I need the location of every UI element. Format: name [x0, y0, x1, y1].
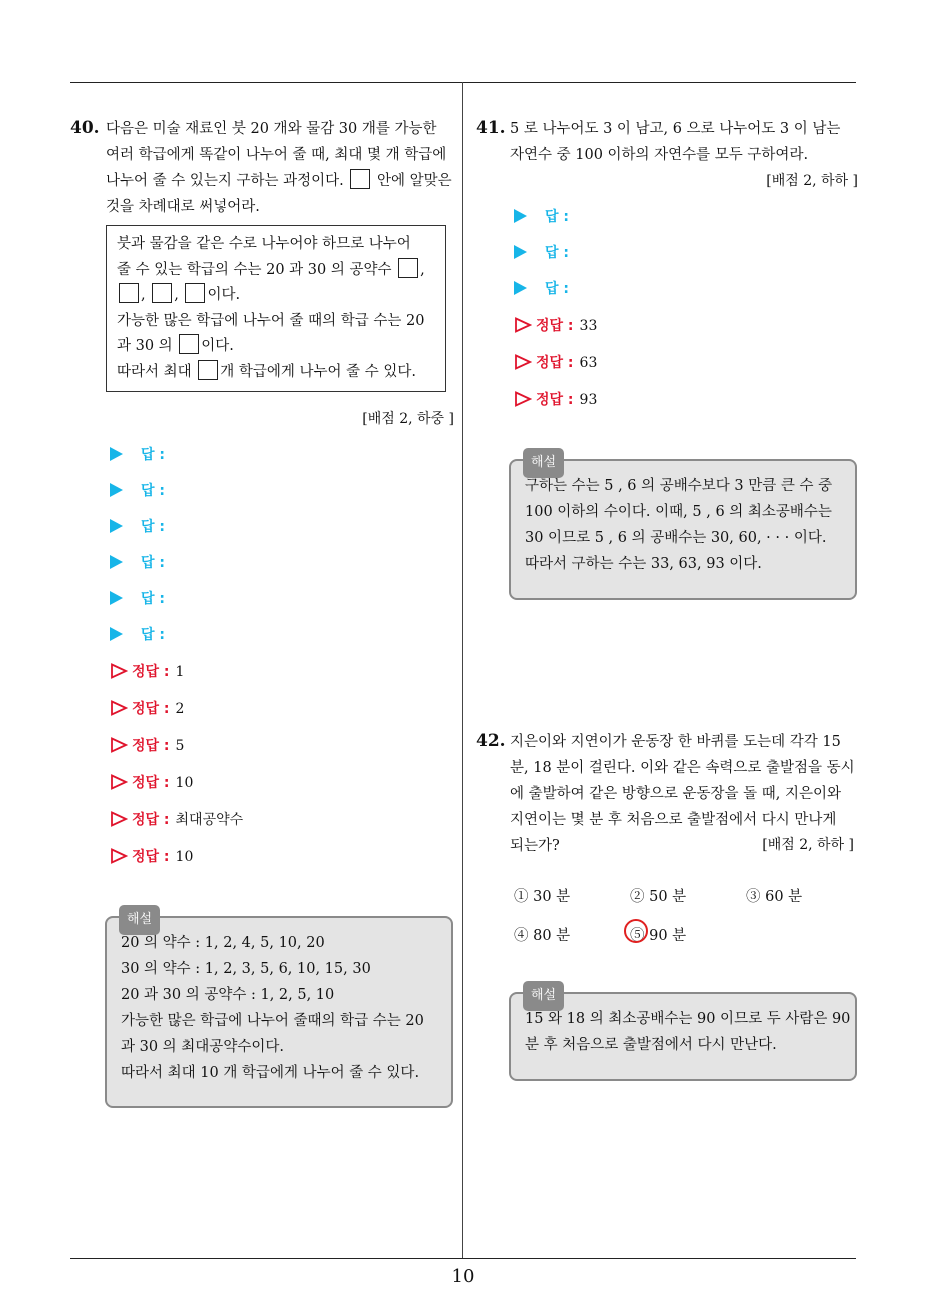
triangle-icon: [110, 627, 123, 641]
triangle-icon: [514, 281, 527, 295]
triangle-icon: [110, 447, 123, 461]
solution-box: 해설 20 의 약수 : 1, 2, 4, 5, 10, 20 30 의 약수 : 1, 2, 3, 5, 6, 10, 15, 30 20 과 30 의 공약수 : 1, 2, 5, 10 가능한 많은 학급에 나누어 줄때의 학급 수는 20 과 30 의 최대공약수이다. 따라서 최대 10 개 학급에게 나누어 줄 수 있다.: [105, 916, 453, 1108]
blank-box: [152, 283, 172, 303]
solution-box: 해설 15 와 18 의 최소공배수는 90 이므로 두 사람은 90 분 후 처음으로 출발점에서 다시 만난다.: [509, 992, 857, 1081]
triangle-icon: [110, 555, 123, 569]
triangle-outline-icon: [110, 663, 128, 679]
choice-4[interactable]: ④ 80 분: [514, 928, 571, 944]
correct-answer-row: 정답 : 63: [514, 352, 597, 372]
answer-row: 답 :: [110, 552, 165, 572]
column-divider: [462, 82, 463, 1258]
question-text: 5 로 나누어도 3 이 남고, 6 으로 나누어도 3 이 남는 자연수 중 100 이하의 자연수를 모두 구하여라.: [510, 121, 841, 163]
triangle-outline-icon: [514, 391, 532, 407]
question-text: 지은이와 지연이가 운동장 한 바퀴를 도는데 각각 15 분, 18 분이 걸린다. 이와 같은 속력으로 출발점을 동시 에 출발하여 같은 방향으로 운동장을 돌 때, 지은이와 지연이는 몇 분 후 처음으로 출발점에서 다시 만나게 되는가?: [510, 734, 855, 854]
answer-row: 답 :: [110, 516, 165, 536]
answer-row: 답 :: [514, 206, 569, 226]
score-label: [배점 2, 하하 ]: [766, 173, 858, 189]
correct-answer-row: 정답 : 최대공약수: [110, 809, 243, 829]
answer-row: 답 :: [110, 444, 165, 464]
solution-tag: 해설: [523, 448, 564, 478]
question-number: 42.: [476, 731, 506, 751]
correct-answer-row: 정답 : 33: [514, 315, 597, 335]
triangle-outline-icon: [110, 774, 128, 790]
top-rule: [70, 82, 856, 83]
correct-answer-row: 정답 : 1: [110, 661, 184, 681]
triangle-icon: [110, 483, 123, 497]
question-number: 41.: [476, 118, 506, 138]
triangle-icon: [514, 209, 527, 223]
score-label: [배점 2, 하하 ]: [762, 837, 854, 853]
choice-1[interactable]: ① 30 분: [514, 889, 571, 905]
answer-row: 답 :: [110, 624, 165, 644]
blank-box: [350, 169, 370, 189]
question-number: 40.: [70, 118, 100, 138]
question-text: 다음은 미술 재료인 붓 20 개와 물감 30 개를 가능한 여러 학급에게 똑같이 나누어 줄 때, 최대 몇 개 학급에 나누어 줄 수 있는지 구하는 과정이다. 안에 알맞은 것을 차례대로 써넣어라.: [106, 121, 452, 215]
answer-row: 답 :: [514, 242, 569, 262]
triangle-outline-icon: [110, 737, 128, 753]
score-label: [배점 2, 하중 ]: [362, 411, 454, 427]
solution-tag: 해설: [523, 981, 564, 1011]
correct-answer-row: 정답 : 93: [514, 389, 597, 409]
triangle-outline-icon: [110, 848, 128, 864]
triangle-outline-icon: [514, 354, 532, 370]
triangle-icon: [110, 519, 123, 533]
answer-row: 답 :: [110, 588, 165, 608]
choice-3[interactable]: ③ 60 분: [746, 889, 803, 905]
selected-answer-circle-icon: [624, 919, 648, 943]
triangle-outline-icon: [110, 700, 128, 716]
triangle-icon: [514, 245, 527, 259]
fill-in-box: 붓과 물감을 같은 수로 나누어야 하므로 나누어 줄 수 있는 학급의 수는 20 과 30 의 공약수 , , , 이다. 가능한 많은 학급에 나누어 줄 때의 학급 수는 20 과 30 의 이다. 따라서 최대 개 학급에게 나누어 줄 수 있다.: [106, 225, 446, 392]
blank-box: [398, 258, 418, 278]
blank-box: [185, 283, 205, 303]
correct-answer-row: 정답 : 10: [110, 846, 193, 866]
correct-answer-row: 정답 : 10: [110, 772, 193, 792]
answer-row: 답 :: [110, 480, 165, 500]
triangle-icon: [110, 591, 123, 605]
blank-box: [179, 334, 199, 354]
solution-tag: 해설: [119, 905, 160, 935]
page-number: 10: [451, 1266, 475, 1287]
bottom-rule: [70, 1258, 856, 1259]
blank-box: [119, 283, 139, 303]
correct-answer-row: 정답 : 5: [110, 735, 184, 755]
blank-box: [198, 360, 218, 380]
choice-5[interactable]: ⑤ 90 분: [630, 928, 687, 944]
answer-row: 답 :: [514, 278, 569, 298]
triangle-outline-icon: [514, 317, 532, 333]
choice-2[interactable]: ② 50 분: [630, 889, 687, 905]
triangle-outline-icon: [110, 811, 128, 827]
correct-answer-row: 정답 : 2: [110, 698, 184, 718]
solution-box: 해설 구하는 수는 5 , 6 의 공배수보다 3 만큼 큰 수 중 100 이하의 수이다. 이때, 5 , 6 의 최소공배수는 30 이므로 5 , 6 의 공배수는 30, 60, · · · 이다. 따라서 구하는 수는 33, 63, 93 이다.: [509, 459, 857, 600]
